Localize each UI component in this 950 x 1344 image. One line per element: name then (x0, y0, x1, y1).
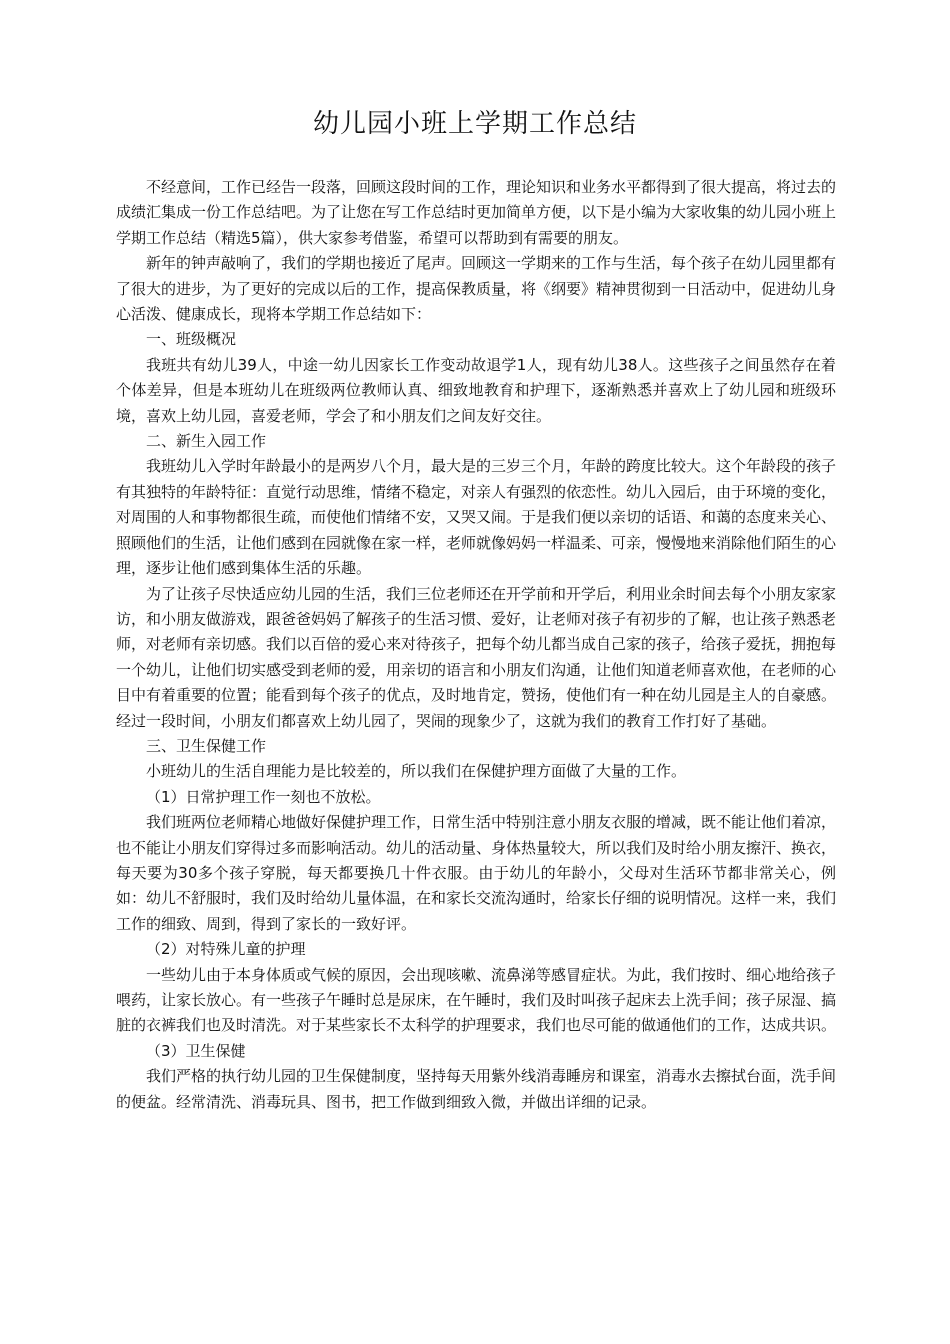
section-heading-health-care: 三、卫生保健工作 (146, 736, 267, 755)
document-title: 幼儿园小班上学期工作总结 (312, 109, 637, 139)
new-students-paragraph-1: 我班幼儿入学时年龄最小的是两岁八个月，最大是的三岁三个月，年龄的跨度比较大。这个年龄段的孩子有其独特的年龄特征：直觉行动思维，情绪不稳定，对亲人有强烈的依恋性。幼儿入园后，由于环境的变化，对周围的人和事物都很生疏，而使他们情绪不安，又哭又闹。于是我们便以亲切的话语、和蔼的态度来关心、照顾他们的生活，让他们感到在园就像在家一样，老师就像妈妈一样温柔、可亲，慢慢地来消除他们陌生的心理，逐步让他们感到集体生活的乐趣。 (116, 457, 837, 578)
daily-care-paragraph: 我们班两位老师精心地做好保健护理工作，日常生活中特别注意小朋友衣服的增减，既不能让他们着凉，也不能让小朋友们穿得过多而影响活动。幼儿的活动量、身体热量较大，所以我们及时给小朋友擦汗、换衣，每天要为30多个孩子穿脱，每天都要换几十件衣服。由于幼儿的年龄小，父母对生活环节都非常关心，例如：幼儿不舒服时，我们及时给幼儿量体温，在和家长交流沟通时，给家长仔细的说明情况。这样一来，我们工作的细致、周到，得到了家长的一致好评。 (116, 813, 837, 933)
subheading-daily-care: （1）日常护理工作一刻也不放松。 (146, 787, 381, 806)
subheading-hygiene: （3）卫生保健 (146, 1041, 246, 1060)
intro-paragraph: 不经意间，工作已经告一段落，回顾这段时间的工作，理论知识和业务水平都得到了很大提高，将过去的成绩汇集成一份工作总结吧。为了让您在写工作总结时更加简单方便，以下是小编为大家收集的幼儿园小班上学期工作总结（精选5篇），供大家参考借鉴，希望可以帮助到有需要的朋友。 (116, 178, 837, 247)
special-care-paragraph: 一些幼儿由于本身体质或气候的原因，会出现咳嗽、流鼻涕等感冒症状。为此，我们按时、细心地给孩子喂药，让家长放心。有一些孩子午睡时总是尿床，在午睡时，我们及时叫孩子起床去上洗手间；孩子尿湿、搞脏的衣裤我们也及时清洗。对于某些家长不太科学的护理要求，我们也尽可能的做通他们的工作，达成共识。 (116, 965, 837, 1035)
class-overview-paragraph: 我班共有幼儿39人，中途一幼儿因家长工作变动故退学1人，现有幼儿38人。这些孩子之间虽然存在着个体差异，但是本班幼儿在班级两位教师认真、细致地教育和护理下，逐渐熟悉并喜欢上了幼儿园和班级环境，喜欢上幼儿园，喜爱老师，学会了和小朋友们之间友好交往。 (116, 355, 836, 425)
health-care-intro-paragraph: 小班幼儿的生活自理能力是比较差的，所以我们在保健护理方面做了大量的工作。 (146, 762, 687, 781)
section-heading-class-overview: 一、班级概况 (146, 330, 237, 349)
opening-paragraph: 新年的钟声敲响了，我们的学期也接近了尾声。回顾这一学期来的工作与生活，每个孩子在幼儿园里都有了很大的进步，为了更好的完成以后的工作，提高保教质量，将《纲要》精神贯彻到一日活动中，促进幼儿身心活泼、健康成长，现将本学期工作总结如下： (116, 254, 837, 324)
new-students-paragraph-2: 为了让孩子尽快适应幼儿园的生活，我们三位老师还在开学前和开学后，利用业余时间去每个小朋友家家访，和小朋友做游戏，跟爸爸妈妈了解孩子的生活习惯、爱好，让老师对孩子有初步的了解，也让孩子熟悉老师，对老师有亲切感。我们以百倍的爱心来对待孩子，把每个幼儿都当成自己家的孩子，给孩子爱抚，拥抱每一个幼儿，让他们切实感受到老师的爱，用亲切的语言和小朋友们沟通，让他们知道老师喜欢他，在老师的心目中有着重要的位置；能看到每个孩子的优点，及时地肯定，赞扬，使他们有一种在幼儿园是主人的自豪感。经过一段时间，小朋友们都喜欢上幼儿园了，哭闹的现象少了，这就为我们的教育工作打好了基础。 (116, 584, 837, 730)
hygiene-paragraph: 我们严格的执行幼儿园的卫生保健制度，坚持每天用紫外线消毒睡房和课室，消毒水去擦拭台面，洗手间的便盆。经常清洗、消毒玩具、图书，把工作做到细致入微，并做出详细的记录。 (116, 1067, 837, 1111)
section-heading-new-students: 二、新生入园工作 (146, 432, 267, 451)
document-body (116, 175, 836, 1115)
subheading-special-care: （2）对特殊儿童的护理 (146, 940, 306, 959)
